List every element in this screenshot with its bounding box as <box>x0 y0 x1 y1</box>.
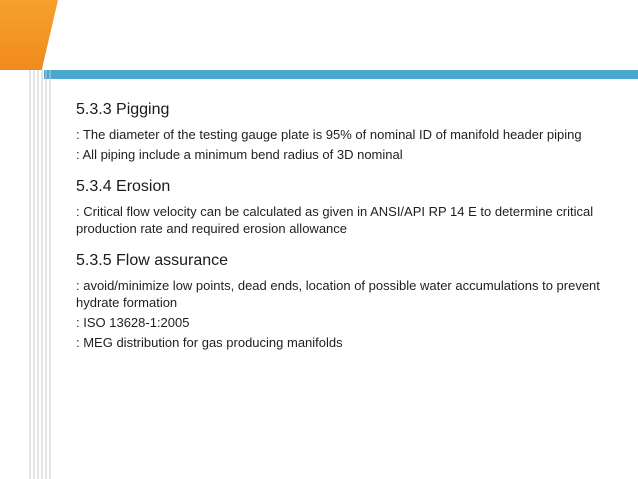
section-heading: 5.3.4 Erosion <box>76 178 171 195</box>
bullet-item: : Critical flow velocity can be calculated as given in ANSI/API RP 14 E to determine critical production rate and required erosion allowance <box>76 204 594 236</box>
section-erosion <box>76 177 606 237</box>
section-flow-assurance <box>76 251 606 351</box>
section-heading: 5.3.5 Flow assurance <box>76 252 229 269</box>
section-heading: 5.3.3 Pigging <box>76 101 170 118</box>
bullet-item: : MEG distribution for gas producing manifolds <box>76 335 343 350</box>
left-margin-lines <box>0 70 60 479</box>
bullet-item: : All piping include a minimum bend radius of 3D nominal <box>76 147 403 162</box>
bullet-item: : The diameter of the testing gauge plate is 95% of nominal ID of manifold header piping <box>76 127 582 142</box>
slide-header <box>0 0 638 70</box>
slide-body <box>76 100 606 365</box>
orange-corner-tab <box>0 0 58 70</box>
bullet-item: : avoid/minimize low points, dead ends, location of possible water accumulations to prevent hydrate formation <box>76 278 600 310</box>
section-pigging <box>76 100 606 163</box>
header-blue-rule <box>44 70 638 79</box>
bullet-item: : ISO 13628-1:2005 <box>76 315 190 330</box>
